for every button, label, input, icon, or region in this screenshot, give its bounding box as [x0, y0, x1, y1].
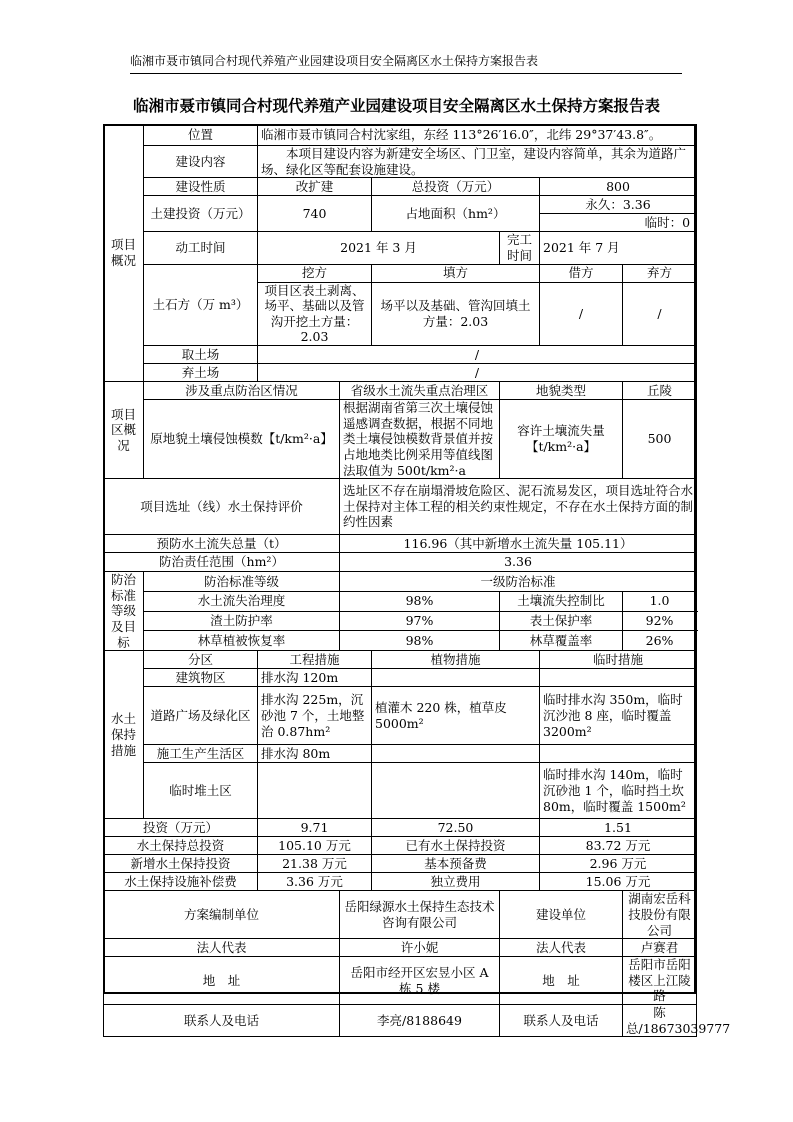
total-invest-value: 800 — [540, 178, 697, 196]
location-value: 临湘市聂市镇同合村沈家组，东经 113°26′16.0″，北纬 29°37′43.8″。 — [258, 125, 697, 146]
rep-right-value: 卢赛君 — [623, 939, 697, 957]
independent-label: 独立费用 — [372, 873, 540, 891]
new-investment-label: 新增水土保持投资 — [104, 855, 258, 873]
start-label: 动工时间 — [144, 232, 258, 264]
allow-value: 500 — [623, 400, 697, 479]
address-label: 地 址 — [104, 957, 340, 1005]
independent-value: 15.06 万元 — [540, 873, 697, 891]
target-value: 98% — [340, 631, 500, 651]
target-label: 水土流失治理度 — [144, 591, 340, 611]
compensation-value: 3.36 万元 — [258, 873, 372, 891]
earth-header-borrow: 借方 — [540, 264, 623, 282]
area-temporary: 临时：0 — [540, 214, 697, 232]
target-value: 92% — [623, 611, 697, 631]
existing-investment-value: 83.72 万元 — [540, 837, 697, 855]
measures-temporary — [540, 745, 697, 763]
landform-value: 丘陵 — [623, 382, 697, 400]
scope-value: 3.36 — [340, 553, 697, 572]
total-investment-value: 105.10 万元 — [258, 837, 372, 855]
erosion-label: 原地貌土壤侵蚀模数【t/km²·a】 — [144, 400, 340, 479]
earth-header-spoil: 弃方 — [623, 264, 697, 282]
earth-borrow-value: / — [540, 282, 623, 346]
measures-header-engineering: 工程措施 — [258, 651, 372, 669]
reserve-label: 基本预备费 — [372, 855, 540, 873]
investment-label: 投资（万元） — [104, 819, 258, 837]
rep-left-value: 许小妮 — [340, 939, 500, 957]
civil-invest-value: 740 — [258, 196, 372, 232]
target-label: 土壤流失控制比 — [500, 591, 623, 611]
nature-value: 改扩建 — [258, 178, 372, 196]
area-permanent: 永久：3.36 — [540, 196, 697, 214]
target-label: 林草覆盖率 — [500, 631, 623, 651]
earth-fill-value: 场平以及基础、管沟回填土方量：2.03 — [372, 282, 540, 346]
measures-plant: 植灌木 220 株，植草皮 5000m² — [372, 687, 540, 745]
compiler-value: 岳阳绿源水土保持生态技术咨询有限公司 — [340, 891, 500, 939]
measures-zone: 临时堆土区 — [144, 763, 258, 819]
spoil-site-value: / — [258, 364, 697, 382]
measures-temporary: 临时排水沟 350m，临时沉沙池 8 座，临时覆盖 3200m² — [540, 687, 697, 745]
content-label: 建设内容 — [144, 146, 258, 178]
target-label: 林草植被恢复率 — [144, 631, 340, 651]
section-overview: 项目概况 — [104, 125, 144, 382]
measures-temporary — [540, 669, 697, 687]
compensation-label: 水土保持设施补偿费 — [104, 873, 258, 891]
erosion-value: 根据湖南省第三次土壤侵蚀遥感调查数据，根据不同地类土壤侵蚀模数背景值并按占地地类比例采用等值线图法取值为 500t/km²·a — [340, 400, 500, 479]
existing-investment-label: 已有水土保持投资 — [372, 837, 540, 855]
measures-header-zone: 分区 — [144, 651, 258, 669]
predicted-value: 116.96（其中新增水土流失量 105.11） — [340, 535, 697, 553]
civil-invest-label: 土建投资（万元） — [144, 196, 258, 232]
target-value: 97% — [340, 611, 500, 631]
investment-engineering: 9.71 — [258, 819, 372, 837]
earth-spoil-value: / — [623, 282, 697, 346]
rep-label: 法人代表 — [500, 939, 623, 957]
investment-plant: 72.50 — [372, 819, 540, 837]
measures-header-plant: 植物措施 — [372, 651, 540, 669]
zone-value: 省级水土流失重点治理区 — [340, 382, 500, 400]
measures-engineering: 排水沟 225m，沉砂池 7 个，土地整治 0.87hm² — [258, 687, 372, 745]
earth-cut-value: 项目区表土剥离、场平、基础以及管沟开挖土方量：2.03 — [258, 282, 372, 346]
contact-label: 联系人及电话 — [500, 1005, 623, 1037]
earth-header-fill: 填方 — [372, 264, 540, 282]
measures-temporary: 临时排水沟 140m，临时沉砂池 1 个，临时挡土坎 80m，临时覆盖 1500m² — [540, 763, 697, 819]
measures-zone: 建筑物区 — [144, 669, 258, 687]
section-standard: 防治标准等级及目标 — [104, 572, 144, 651]
nature-label: 建设性质 — [144, 178, 258, 196]
address-right-value: 岳阳市岳阳楼区上江陵路 — [623, 957, 697, 1005]
reserve-value: 2.96 万元 — [540, 855, 697, 873]
section-region: 项目区概况 — [104, 382, 144, 479]
end-value: 2021 年 7 月 — [540, 232, 697, 264]
measures-engineering — [258, 763, 372, 819]
scope-label: 防治责任范围（hm²） — [104, 553, 340, 572]
measures-engineering: 排水沟 80m — [258, 745, 372, 763]
measures-zone: 道路广场及绿化区 — [144, 687, 258, 745]
siting-label: 项目选址（线）水土保持评价 — [104, 479, 340, 535]
borrow-site-label: 取土场 — [144, 346, 258, 364]
header-rule — [130, 73, 682, 74]
borrow-site-value: / — [258, 346, 697, 364]
earth-label: 土石方（万 m³） — [144, 264, 258, 346]
measures-header-temporary: 临时措施 — [540, 651, 697, 669]
grade-label: 防治标准等级 — [144, 572, 340, 592]
target-value: 26% — [623, 631, 697, 651]
target-label: 表土保护率 — [500, 611, 623, 631]
end-label: 完工时间 — [500, 232, 540, 264]
contact-left-value: 李亮/8188649 — [340, 1005, 500, 1037]
running-header: 临湘市聂市镇同合村现代养殖产业园建设项目安全隔离区水土保持方案报告表 — [130, 54, 539, 68]
grade-value: 一级防治标准 — [340, 572, 697, 592]
compiler-label: 方案编制单位 — [104, 891, 340, 939]
siting-value: 选址区不存在崩塌滑坡危险区、泥石流易发区，项目选址符合水土保持对主体工程的相关约束性规定，不存在水土保持方面的制约性因素 — [340, 479, 697, 535]
total-investment-label: 水土保持总投资 — [104, 837, 258, 855]
area-label: 占地面积（hm²） — [372, 196, 540, 232]
builder-value: 湖南宏岳科技股份有限公司 — [623, 891, 697, 939]
allow-label: 容许土壤流失量【t/km²·a】 — [500, 400, 623, 479]
new-investment-value: 21.38 万元 — [258, 855, 372, 873]
target-label: 渣土防护率 — [144, 611, 340, 631]
predicted-label: 预防水土流失总量（t） — [104, 535, 340, 553]
measures-engineering: 排水沟 120m — [258, 669, 372, 687]
location-label: 位置 — [144, 125, 258, 146]
measures-plant — [372, 763, 540, 819]
landform-label: 地貌类型 — [500, 382, 623, 400]
contact-label: 联系人及电话 — [104, 1005, 340, 1037]
target-value: 98% — [340, 591, 500, 611]
spoil-site-label: 弃土场 — [144, 364, 258, 382]
zone-label: 涉及重点防治区情况 — [144, 382, 340, 400]
contact-right-value: 陈总/18673039777 — [623, 1005, 697, 1037]
rep-label: 法人代表 — [104, 939, 340, 957]
target-value: 1.0 — [623, 591, 697, 611]
measures-plant — [372, 745, 540, 763]
total-invest-label: 总投资（万元） — [372, 178, 540, 196]
measures-plant — [372, 669, 540, 687]
address-label: 地 址 — [500, 957, 623, 1005]
content-value: 本项目建设内容为新建安全场区、门卫室，建设内容简单，其余为道路广场、绿化区等配套设施建设。 — [258, 146, 697, 178]
report-table — [103, 124, 731, 1037]
address-left-value: 岳阳市经开区宏昱小区 A 栋 5 楼 — [340, 957, 500, 1005]
investment-temporary: 1.51 — [540, 819, 697, 837]
document-title: 临湘市聂市镇同合村现代养殖产业园建设项目安全隔离区水土保持方案报告表 — [132, 96, 660, 115]
builder-label: 建设单位 — [500, 891, 623, 939]
measures-zone: 施工生产生活区 — [144, 745, 258, 763]
start-value: 2021 年 3 月 — [258, 232, 500, 264]
earth-header-cut: 挖方 — [258, 264, 372, 282]
section-measures: 水土保持措施 — [104, 651, 144, 819]
